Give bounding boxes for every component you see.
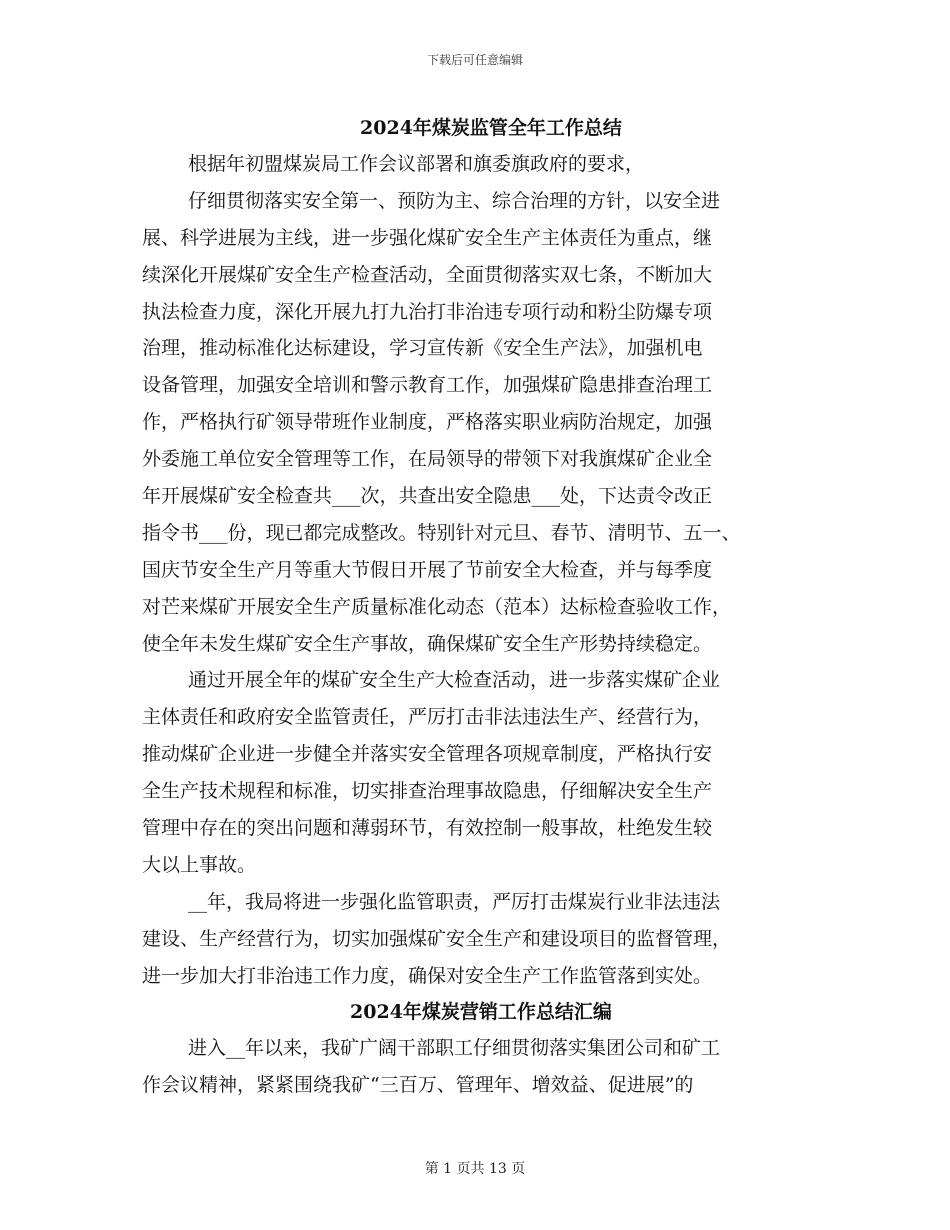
text-line: 使全年未发生煤矿安全生产事故，确保煤矿安全生产形势持续稳定。 (142, 632, 713, 655)
text-line: 展、科学进展为主线，进一步强化煤矿安全生产主体责任为重点，继 (142, 226, 713, 249)
text-line: __年，我局将进一步强化监管职责，严厉打击煤炭行业非法违法 (188, 890, 721, 913)
document-body (142, 110, 810, 1104)
page-header-note: 下载后可任意编辑 (426, 53, 523, 67)
text-line: 设备管理，加强安全培训和警示教育工作，加强煤矿隐患排查治理工 (142, 374, 713, 397)
text-line: 根据年初盟煤炭局工作会议部署和旗委旗政府的要求， (188, 153, 645, 175)
text-line: 作，严格执行矿领导带班作业制度，严格落实职业病防治规定，加强 (142, 411, 713, 434)
text-line: 续深化开展煤矿安全生产检查活动，全面贯彻落实双七条，不断加大 (142, 263, 713, 286)
text-line: 执法检查力度，深化开展九打九治打非治违专项行动和粉尘防爆专项 (142, 300, 713, 323)
section-title-1: 2024年煤炭监管全年工作总结 (360, 117, 622, 139)
text-line: 大以上事故。 (142, 853, 257, 876)
text-line: 进一步加大打非治违工作力度，确保对安全生产工作监管落到实处。 (142, 964, 713, 987)
text-line: 指令书___份，现已都完成整改。特别针对元旦、春节、清明节、五一、 (142, 521, 741, 544)
text-line: 国庆节安全生产月等重大节假日开展了节前安全大检查，并与每季度 (142, 558, 713, 581)
text-line: 建设、生产经营行为，切实加强煤矿安全生产和建设项目的监督管理， (142, 927, 732, 950)
section-2-body (142, 1030, 810, 1104)
text-line: 外委施工单位安全管理等工作，在局领导的带领下对我旗煤矿企业全 (142, 448, 713, 471)
text-line: 仔细贯彻落实安全第一、预防为主、综合治理的方针，以安全进 (188, 189, 721, 212)
text-line: 年开展煤矿安全检查共___次，共查出安全隐患___处，下达责令改正 (142, 485, 713, 508)
text-line: 对芒来煤矿开展安全生产质量标准化动态（范本）达标检查验收工作， (142, 595, 732, 618)
section-title-2: 2024年煤炭营销工作总结汇编 (350, 1001, 612, 1024)
text-line: 通过开展全年的煤矿安全生产大检查活动，进一步落实煤矿企业 (188, 669, 721, 692)
text-line: 全生产技术规程和标准，切实排查治理事故隐患，仔细解决安全生产 (142, 780, 713, 803)
text-line: 进入__年以来，我矿广阔干部职工仔细贯彻落实集团公司和矿工 (188, 1037, 721, 1060)
text-line: 作会议精神，紧紧围绕我矿“三百万、管理年、增效益、促进展”的 (142, 1074, 694, 1097)
section-1-body (142, 146, 810, 994)
page-footer-number: 第 1 页共 13 页 (424, 1161, 526, 1177)
text-line: 推动煤矿企业进一步健全并落实安全管理各项规章制度，严格执行安 (142, 743, 713, 766)
text-line: 治理，推动标准化达标建设，学习宣传新《安全生产法》，加强机电 (142, 337, 703, 360)
text-line: 主体责任和政府安全监管责任，严厉打击非法违法生产、经营行为， (142, 706, 713, 729)
text-line: 管理中存在的突出问题和薄弱环节，有效控制一般事故，杜绝发生较 (142, 817, 713, 840)
